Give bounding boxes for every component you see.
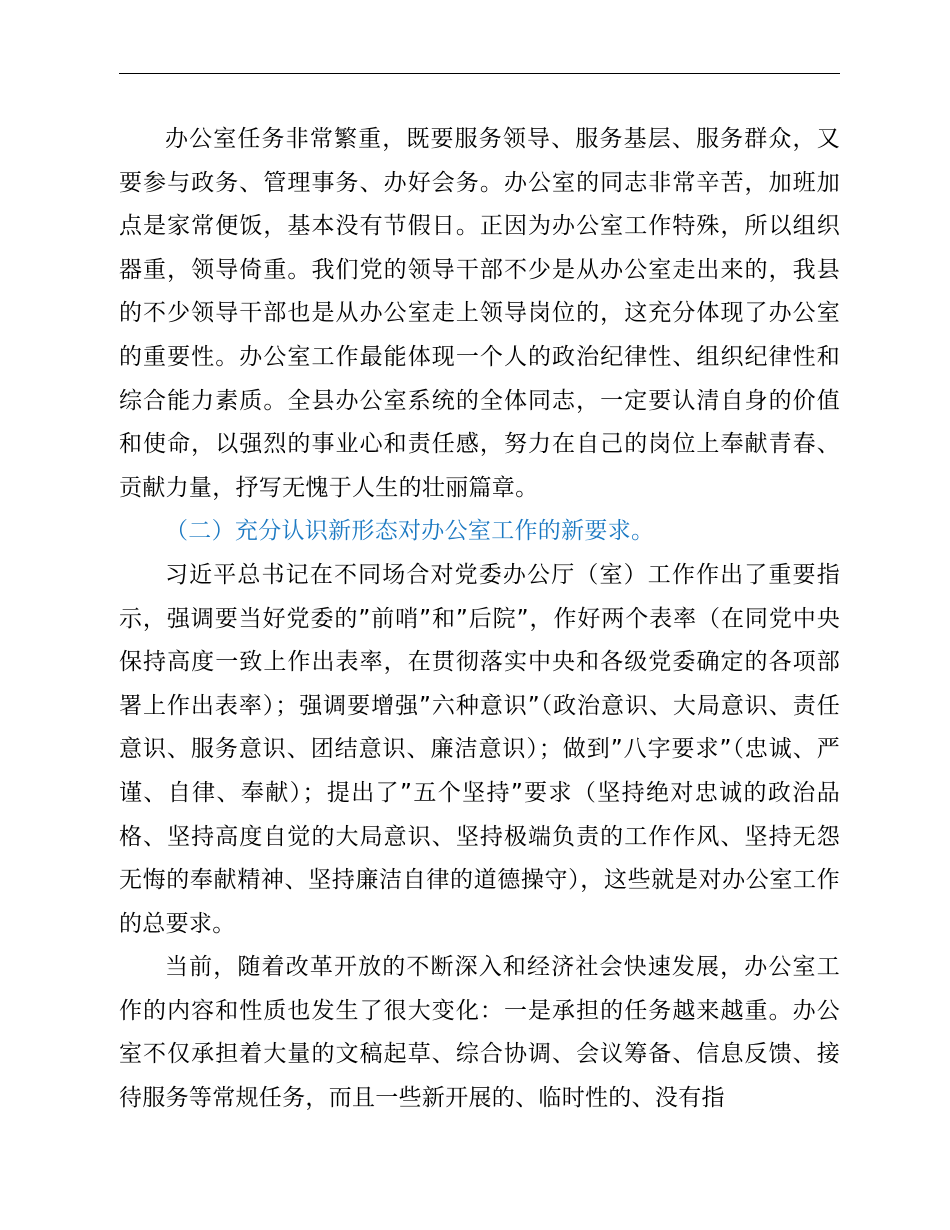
body-paragraph-2: 习近平总书记在不同场合对党委办公厅（室）工作作出了重要指示，强调要当好党委的”前哨”和”后院”，作好两个表率（在同党中央保持高度一致上作出表率，在贯彻落实中央和各级党委确定的各项部署上作出表率）；强调要增强”六种意识”（政治意识、大局意识、责任意识、服务意识、团结意识、廉洁意识）；做到”八字要求”（忠诚、严谨、自律、奉献）；提出了”五个坚持”要求（坚持绝对忠诚的政治品格、坚持高度自觉的大局意识、坚持极端负责的工作作风、坚持无怨无悔的奉献精神、坚持廉洁自律的道德操守），这些就是对办公室工作的总要求。 (119, 561, 840, 937)
document-body (119, 118, 840, 1121)
body-paragraph-3: 当前，随着改革开放的不断深入和经济社会快速发展，办公室工作的内容和性质也发生了很大变化：一是承担的任务越来越重。办公室不仅承担着大量的文稿起草、综合协调、会议筹备、信息反馈、接待服务等常规任务，而且一些新开展的、临时性的、没有指 (119, 954, 840, 1112)
section-heading: （二）充分认识新形态对办公室工作的新要求。 (165, 518, 655, 545)
header-rule (119, 73, 840, 74)
body-paragraph-1: 办公室任务非常繁重，既要服务领导、服务基层、服务群众，又要参与政务、管理事务、办好会务。办公室的同志非常辛苦，加班加点是家常便饭，基本没有节假日。正因为办公室工作特殊，所以组织器重，领导倚重。我们党的领导干部不少是从办公室走出来的，我县的不少领导干部也是从办公室走上领导岗位的，这充分体现了办公室的重要性。办公室工作最能体现一个人的政治纪律性、组织纪律性和综合能力素质。全县办公室系统的全体同志，一定要认清自身的价值和使命，以强烈的事业心和责任感，努力在自己的岗位上奉献青春、贡献力量，抒写无愧于人生的壮丽篇章。 (119, 126, 840, 501)
